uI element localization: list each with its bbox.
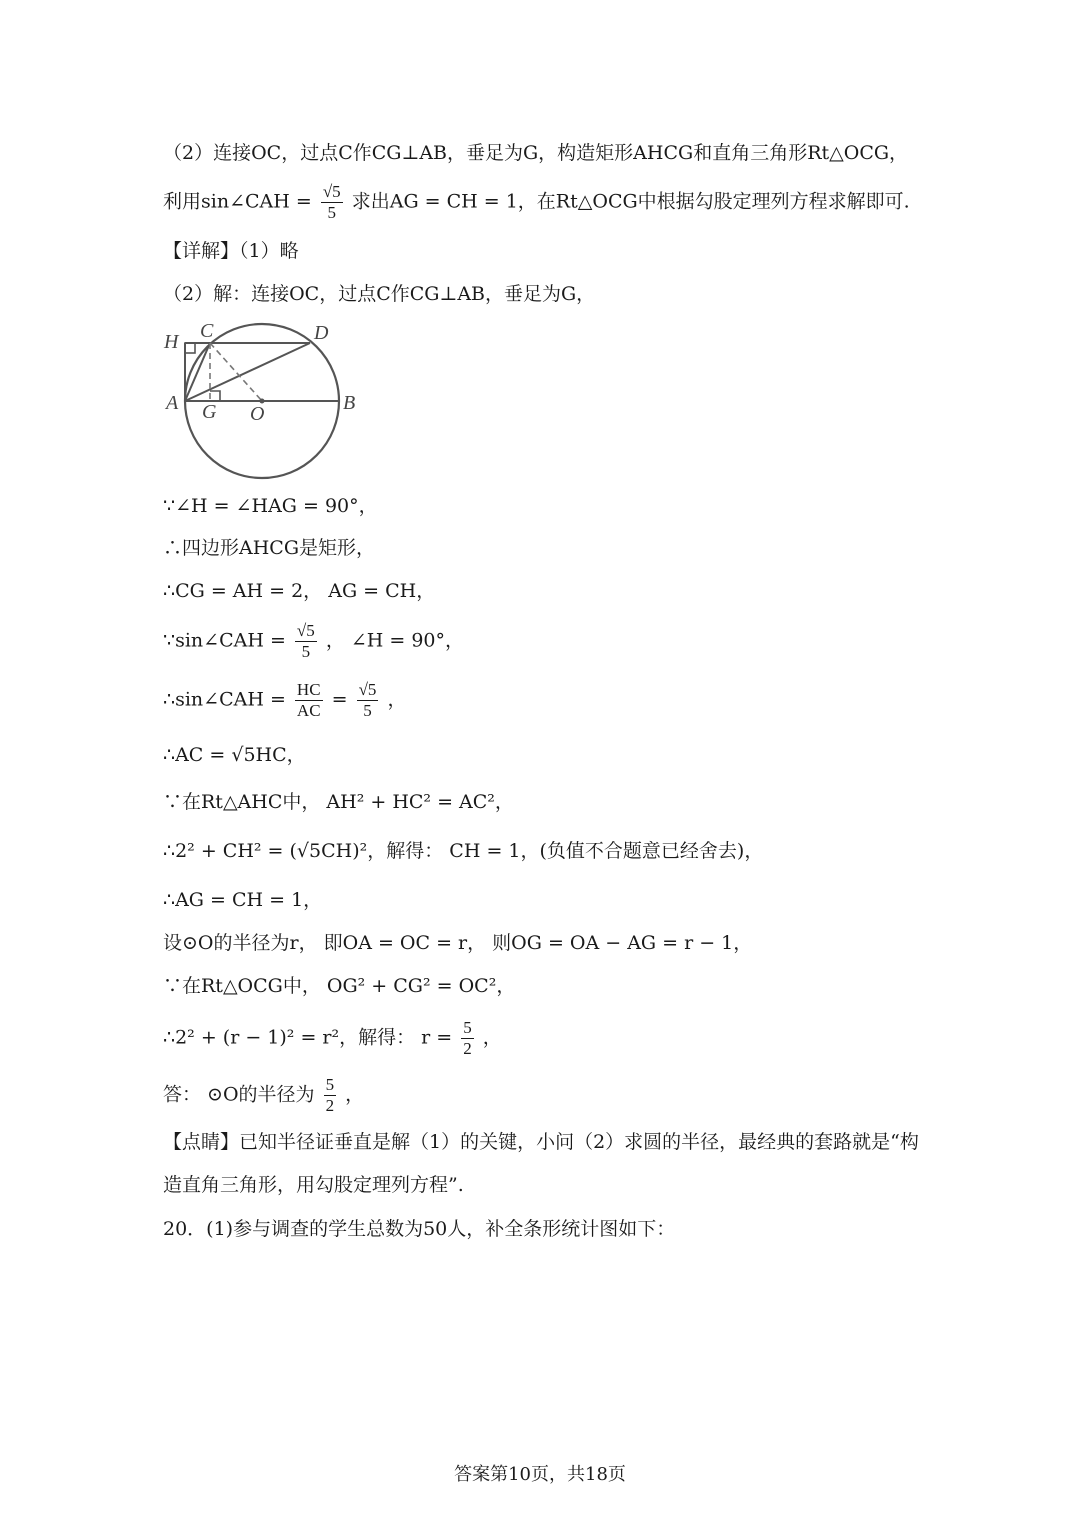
text-line-2-pre: 利用sin∠CAH = <box>163 190 312 213</box>
text-line-16-post: ， <box>482 1026 502 1049</box>
label-a: A <box>166 392 179 414</box>
text-line-4: （2）解：连接OC，过点C作CG⊥AB，垂足为G， <box>163 283 596 305</box>
right-angle-mark-g <box>210 391 220 401</box>
page-footer: 答案第10页，共18页 <box>454 1464 626 1485</box>
fraction-denominator: 2 <box>325 1096 335 1115</box>
fraction-5-over-2 <box>324 1075 337 1116</box>
text-line-13: ∴AG = CH = 1， <box>163 889 323 911</box>
text-line-9-pre: ∴sin∠CAH = <box>163 688 286 711</box>
text-line-14: 设⊙O的半径为r， 即OA = OC = r， 则OG = OA − AG = r − 1， <box>163 932 753 954</box>
text-line-12: ∴2² + CH² = (√5CH)²，解得： CH = 1，(负值不合题意已经舍去)， <box>163 840 764 862</box>
text-line-10: ∴AC = √5HC， <box>163 744 306 766</box>
text-line-17 <box>163 1075 980 1116</box>
fraction-numerator: 5 <box>463 1018 472 1037</box>
label-d: D <box>314 322 329 344</box>
text-line-6: ∴四边形AHCG是矩形， <box>163 537 376 559</box>
fraction-denominator: 5 <box>301 642 311 661</box>
fraction-denominator: AC <box>296 701 321 720</box>
text-line-18: 【点睛】已知半径证垂直是解（1）的关键，小问（2）求圆的半径，最经典的套路就是“构 <box>163 1131 919 1153</box>
text-line-16-pre: ∴2² + (r − 1)² = r²，解得： r = <box>163 1026 453 1049</box>
text-line-17-pre: 答： ⊙O的半径为 <box>163 1083 315 1106</box>
fraction-numerator: 5 <box>325 1075 335 1094</box>
text-line-17-post: ， <box>345 1083 365 1106</box>
text-line-19: 造直角三角形，用勾股定理列方程”. <box>163 1174 464 1196</box>
fraction-sqrt5-over-5 <box>357 680 379 721</box>
fraction-numerator: √5 <box>358 680 377 699</box>
text-line-9 <box>163 680 980 721</box>
text-line-9-post: ， <box>387 688 407 711</box>
label-h: H <box>164 331 179 353</box>
right-angle-mark-h <box>185 343 195 353</box>
text-line-3: 【详解】（1）略 <box>163 240 299 262</box>
text-line-11: ∵在Rt△AHC中， AH² + HC² = AC²， <box>163 791 514 813</box>
segment-ac <box>185 343 210 401</box>
circle-geometry-figure <box>160 318 370 480</box>
text-line-1: （2）连接OC，过点C作CG⊥AB，垂足为G，构造矩形AHCG和直角三角形Rt△OCG， <box>163 142 909 164</box>
text-line-20: 20．(1)参与调查的学生总数为50人，补全条形统计图如下： <box>163 1218 676 1240</box>
fraction-denominator: 5 <box>363 701 372 720</box>
fraction-denominator: 2 <box>463 1039 472 1058</box>
label-o: O <box>250 403 265 425</box>
text-line-8-post: ， ∠H = 90°， <box>325 629 465 652</box>
label-b: B <box>343 392 356 414</box>
equals-sign: = <box>331 688 348 711</box>
text-line-5: ∵∠H = ∠HAG = 90°， <box>163 495 378 517</box>
fraction-sqrt5-over-5 <box>321 182 343 223</box>
text-line-16 <box>163 1018 980 1059</box>
fraction-sqrt5-over-5 <box>295 621 317 662</box>
text-line-8 <box>163 621 980 662</box>
text-line-15: ∵在Rt△OCG中， OG² + CG² = OC²， <box>163 975 516 997</box>
text-line-2-post: 求出AG = CH = 1，在Rt△OCG中根据勾股定理列方程求解即可. <box>351 190 910 213</box>
fraction-5-over-2 <box>461 1018 474 1059</box>
fraction-denominator: 5 <box>327 203 336 222</box>
fraction-numerator: √5 <box>296 621 315 640</box>
label-c: C <box>200 320 214 342</box>
text-line-2 <box>163 182 980 223</box>
text-line-8-pre: ∵sin∠CAH = <box>163 629 286 652</box>
fraction-numerator: HC <box>296 680 321 699</box>
segment-oc-dashed <box>210 343 262 401</box>
fraction-hc-over-ac <box>295 680 323 721</box>
fraction-numerator: √5 <box>322 182 341 201</box>
label-g: G <box>202 401 217 423</box>
text-line-7: ∴CG = AH = 2， AG = CH， <box>163 580 436 602</box>
